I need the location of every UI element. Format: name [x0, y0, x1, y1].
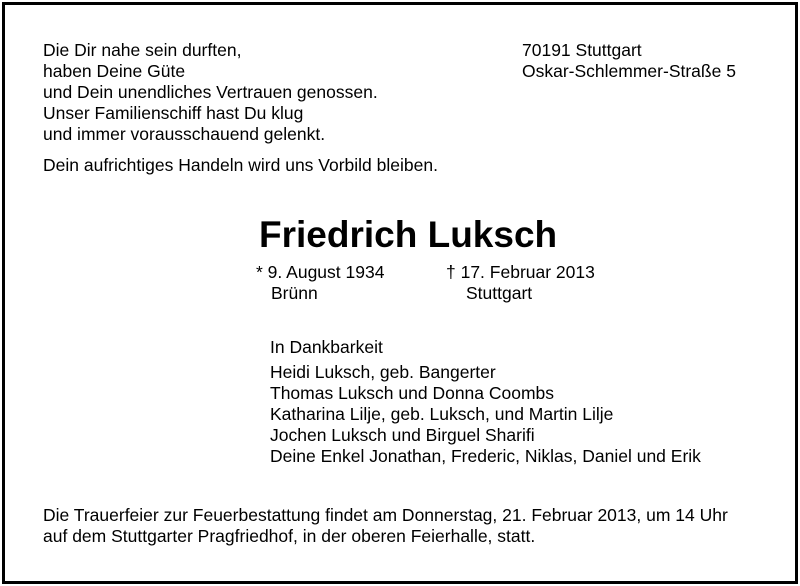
birth-place: Brünn [271, 283, 318, 303]
thanks-label: In Dankbarkeit [270, 337, 383, 357]
poem-line: haben Deine Güte [43, 61, 186, 81]
mourner-entry: Heidi Luksch, geb. Bangerter [270, 362, 496, 382]
poem-line: und immer vorausschauend gelenkt. [43, 124, 326, 144]
poem [43, 40, 378, 145]
mourners-list [270, 362, 701, 467]
address-postal-city: 70191 Stuttgart [522, 40, 642, 60]
mourner-entry: Thomas Luksch und Donna Coombs [270, 383, 555, 403]
ceremony-line: auf dem Stuttgarter Pragfriedhof, in der oberen Feierhalle, statt. [43, 526, 536, 546]
poem-line: und Dein unendliches Vertrauen genossen. [43, 82, 378, 102]
deceased-name: Friedrich Luksch [259, 214, 558, 255]
ceremony-info [43, 505, 728, 547]
mourner-entry: Jochen Luksch und Birguel Sharifi [270, 425, 535, 445]
address-block [522, 40, 736, 82]
poem-line: Unser Familienschiff hast Du klug [43, 103, 304, 123]
motto: Dein aufrichtiges Handeln wird uns Vorbild bleiben. [43, 155, 438, 175]
death-date: † 17. Februar 2013 [446, 262, 595, 282]
obituary-notice [2, 2, 798, 584]
death-place: Stuttgart [466, 283, 533, 303]
birth-date: * 9. August 1934 [256, 262, 385, 282]
ceremony-line: Die Trauerfeier zur Feuerbestattung findet am Donnerstag, 21. Februar 2013, um 14 Uhr [43, 505, 728, 525]
mourner-entry: Deine Enkel Jonathan, Frederic, Niklas, Daniel und Erik [270, 446, 701, 466]
address-street: Oskar-Schlemmer-Straße 5 [522, 61, 736, 81]
poem-line: Die Dir nahe sein durften, [43, 40, 242, 60]
mourner-entry: Katharina Lilje, geb. Luksch, und Martin Lilje [270, 404, 614, 424]
